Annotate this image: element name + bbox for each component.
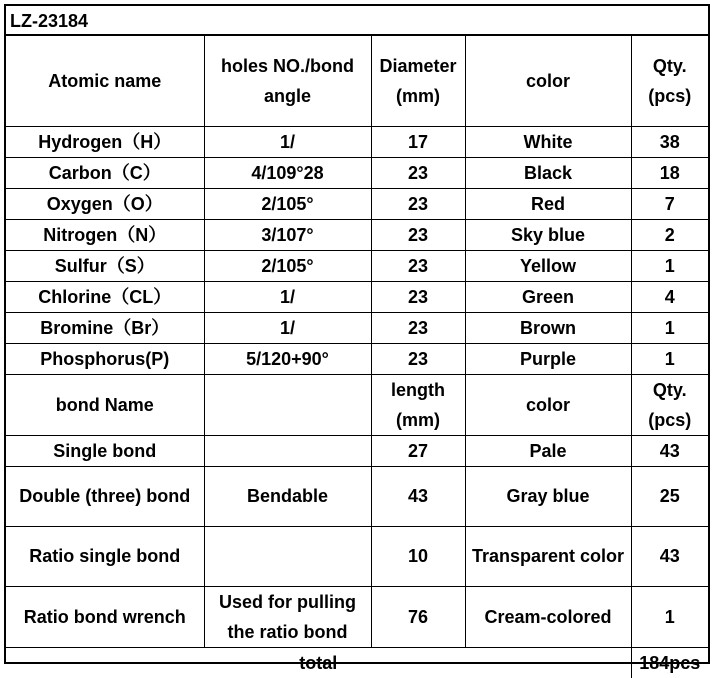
sheet-title: LZ-23184	[6, 6, 708, 36]
total-value: 184pcs	[631, 647, 708, 678]
atom-row	[6, 188, 708, 219]
header-bond-note	[204, 374, 371, 435]
header-bond-qty: Qty. (pcs)	[631, 374, 708, 435]
atom-color: Red	[465, 188, 631, 219]
bond-length: 27	[371, 435, 465, 466]
bond-note: Used for pulling the ratio bond	[204, 586, 371, 647]
bond-qty: 1	[631, 586, 708, 647]
atom-name: Chlorine（CL）	[6, 281, 204, 312]
bond-color: Pale	[465, 435, 631, 466]
bond-note	[204, 526, 371, 586]
atom-qty: 4	[631, 281, 708, 312]
atom-name: Phosphorus(P)	[6, 343, 204, 374]
atom-diameter: 23	[371, 219, 465, 250]
header-bond-name: bond Name	[6, 374, 204, 435]
header-holes-bond-angle: holes NO./bond angle	[204, 36, 371, 126]
bond-row	[6, 466, 708, 526]
atom-holes: 1/	[204, 126, 371, 157]
atom-name: Bromine（Br）	[6, 312, 204, 343]
bond-name: Ratio single bond	[6, 526, 204, 586]
bond-name: Single bond	[6, 435, 204, 466]
atom-holes: 2/105°	[204, 250, 371, 281]
bond-qty: 43	[631, 526, 708, 586]
total-label: total	[6, 647, 631, 678]
atom-row	[6, 281, 708, 312]
atom-color: Brown	[465, 312, 631, 343]
atom-diameter: 23	[371, 157, 465, 188]
atom-qty: 1	[631, 312, 708, 343]
atom-holes: 1/	[204, 281, 371, 312]
atom-name: Sulfur（S）	[6, 250, 204, 281]
bond-note	[204, 435, 371, 466]
header-color: color	[465, 36, 631, 126]
atom-qty: 2	[631, 219, 708, 250]
bond-color: Cream-colored	[465, 586, 631, 647]
bond-name: Double (three) bond	[6, 466, 204, 526]
header-diameter: Diameter (mm)	[371, 36, 465, 126]
atom-qty: 18	[631, 157, 708, 188]
atom-holes: 4/109°28	[204, 157, 371, 188]
atom-holes: 5/120+90°	[204, 343, 371, 374]
atom-qty: 1	[631, 343, 708, 374]
header-qty: Qty. (pcs)	[631, 36, 708, 126]
atom-row	[6, 312, 708, 343]
atom-diameter: 23	[371, 188, 465, 219]
atom-qty: 38	[631, 126, 708, 157]
atom-color: Yellow	[465, 250, 631, 281]
bond-color: Gray blue	[465, 466, 631, 526]
atom-name: Carbon（C）	[6, 157, 204, 188]
atom-color: Sky blue	[465, 219, 631, 250]
parts-list-sheet	[4, 4, 710, 673]
bond-header-row	[6, 374, 708, 435]
atom-color: Green	[465, 281, 631, 312]
atom-row	[6, 219, 708, 250]
atom-holes: 3/107°	[204, 219, 371, 250]
atom-name: Nitrogen（N）	[6, 219, 204, 250]
bond-qty: 43	[631, 435, 708, 466]
atom-row	[6, 250, 708, 281]
atom-row	[6, 126, 708, 157]
bond-row	[6, 526, 708, 586]
total-row	[6, 647, 708, 678]
bond-row	[6, 435, 708, 466]
atom-diameter: 23	[371, 312, 465, 343]
atom-holes: 1/	[204, 312, 371, 343]
atom-header-row	[6, 36, 708, 126]
atom-color: Purple	[465, 343, 631, 374]
atom-diameter: 23	[371, 281, 465, 312]
bond-length: 10	[371, 526, 465, 586]
atom-row	[6, 157, 708, 188]
header-bond-color: color	[465, 374, 631, 435]
parts-table	[6, 36, 708, 678]
bond-qty: 25	[631, 466, 708, 526]
bond-note: Bendable	[204, 466, 371, 526]
header-atomic-name: Atomic name	[6, 36, 204, 126]
atom-qty: 1	[631, 250, 708, 281]
atom-name: Hydrogen（H）	[6, 126, 204, 157]
bond-row	[6, 586, 708, 647]
bond-length: 76	[371, 586, 465, 647]
atom-diameter: 23	[371, 343, 465, 374]
atom-diameter: 23	[371, 250, 465, 281]
atom-holes: 2/105°	[204, 188, 371, 219]
atom-name: Oxygen（O）	[6, 188, 204, 219]
atom-color: Black	[465, 157, 631, 188]
header-length: length (mm)	[371, 374, 465, 435]
atom-row	[6, 343, 708, 374]
bond-color: Transparent color	[465, 526, 631, 586]
bond-name: Ratio bond wrench	[6, 586, 204, 647]
atom-diameter: 17	[371, 126, 465, 157]
bond-length: 43	[371, 466, 465, 526]
atom-qty: 7	[631, 188, 708, 219]
atom-color: White	[465, 126, 631, 157]
